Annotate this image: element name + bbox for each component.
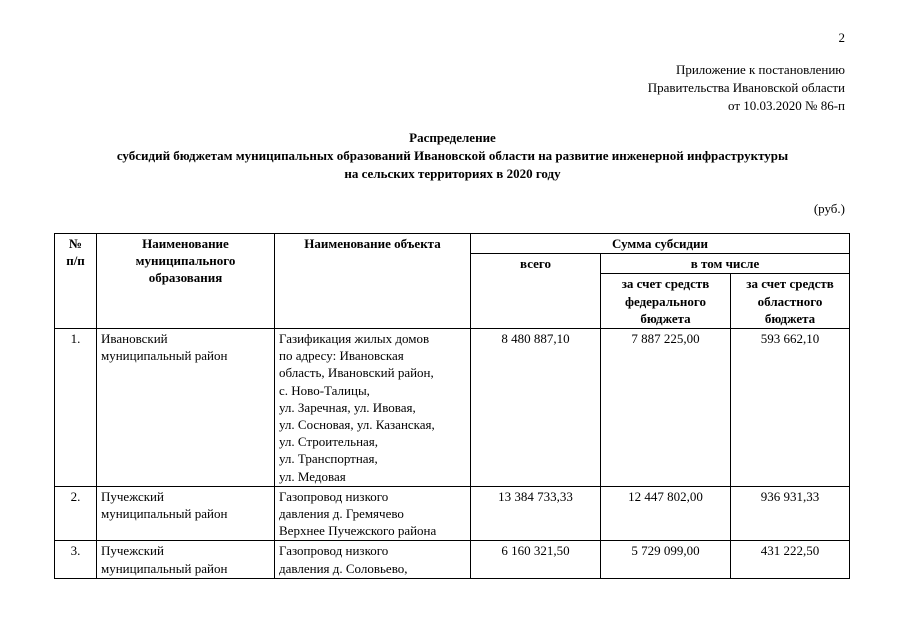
row-total: 13 384 733,33 xyxy=(471,486,601,541)
row-federal: 12 447 802,00 xyxy=(601,486,731,541)
table-row xyxy=(55,486,850,541)
appendix-line: от 10.03.2020 № 86-п xyxy=(728,98,845,113)
title-line: субсидий бюджетам муниципальных образований Ивановской области на развитие инженерной инфраструктуры xyxy=(116,148,789,163)
header-including: в том числе xyxy=(601,254,850,274)
row-federal: 7 887 225,00 xyxy=(601,329,731,487)
row-municipality: Ивановский муниципальный район xyxy=(97,329,275,487)
header-regional: за счет средств областного бюджета xyxy=(731,274,850,329)
row-municipality: Пучежский муниципальный район xyxy=(97,541,275,578)
row-object: Газопровод низкого давления д. Гремячево Верхнее Пучежского района xyxy=(275,486,471,541)
row-municipality: Пучежский муниципальный район xyxy=(97,486,275,541)
appendix-line: Правительства Ивановской области xyxy=(647,80,845,95)
header-federal: за счет средств федерального бюджета xyxy=(601,274,731,329)
row-num: 2. xyxy=(55,486,97,541)
row-regional: 593 662,10 xyxy=(731,329,850,487)
currency-unit: (руб.) xyxy=(813,201,845,216)
header-num: № п/п xyxy=(55,234,97,329)
row-num: 3. xyxy=(55,541,97,578)
row-federal: 5 729 099,00 xyxy=(601,541,731,578)
table-row xyxy=(55,541,850,578)
row-total: 8 480 887,10 xyxy=(471,329,601,487)
row-total: 6 160 321,50 xyxy=(471,541,601,578)
header-total: всего xyxy=(471,254,601,329)
row-num: 1. xyxy=(55,329,97,487)
appendix-block xyxy=(648,61,845,115)
row-object: Газификация жилых домов по адресу: Ивановская область, Ивановский район, с. Ново-Талицы, ул. Заречная, ул. Ивовая, ул. Сосновая, ул. Казанская, ул. Строительная, ул. Транспортная, ул. Медовая xyxy=(275,329,471,487)
title-line: Распределение xyxy=(409,130,496,145)
appendix-line: Приложение к постановлению xyxy=(675,62,845,77)
row-regional: 431 222,50 xyxy=(731,541,850,578)
header-municipality: Наименование муниципального образования xyxy=(97,234,275,329)
header-sum: Сумма субсидии xyxy=(471,234,850,254)
page-number: 2 xyxy=(838,30,845,45)
header-object: Наименование объекта xyxy=(275,234,471,329)
table-row xyxy=(55,329,850,487)
title-line: на сельских территориях в 2020 году xyxy=(344,166,561,181)
row-object: Газопровод низкого давления д. Соловьево, xyxy=(275,541,471,578)
document-title xyxy=(0,129,905,183)
row-regional: 936 931,33 xyxy=(731,486,850,541)
subsidy-table xyxy=(54,233,850,579)
